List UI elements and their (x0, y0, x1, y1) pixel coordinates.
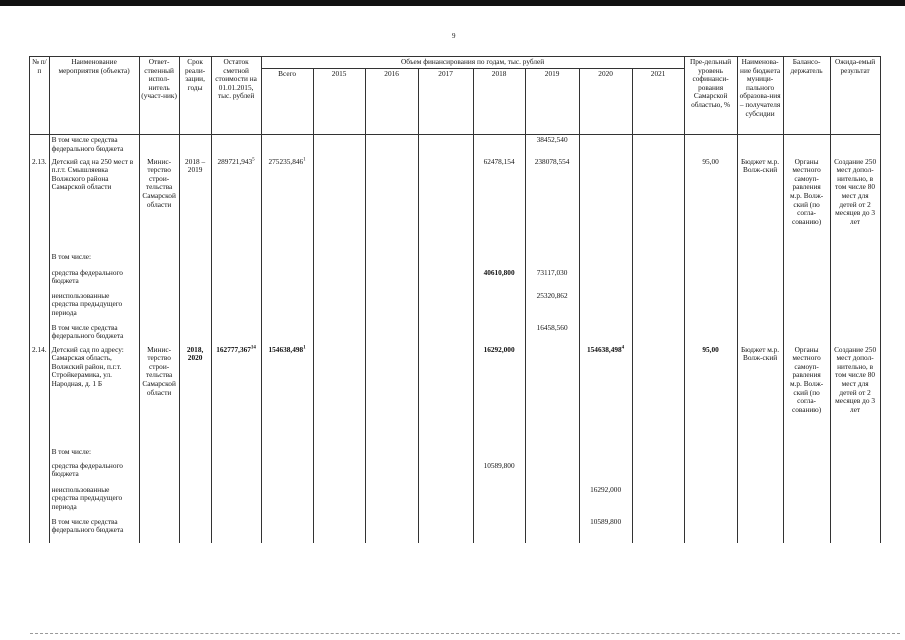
cell-2019: 238078,554 (525, 157, 579, 252)
row-responsible: Минис-терство строи-тельства Самарской области (139, 157, 179, 252)
row-name: В том числе: (49, 447, 139, 461)
row-name: В том числе средства федерального бюджета (49, 323, 139, 345)
table-row (30, 252, 881, 268)
row-total (261, 345, 313, 447)
header-holder: Балансо-держатель (783, 57, 830, 135)
row-rest (211, 157, 261, 252)
row-num: 2.14. (30, 345, 50, 447)
header-2019: 2019 (525, 69, 579, 135)
header-2020: 2020 (579, 69, 632, 135)
top-rule (0, 0, 905, 6)
row-name: неиспользованные средства предыдущего периода (49, 485, 139, 517)
row-name: Детский сад по адресу: Самарская область, Волжский район, п.г.т. Стройкерамика, ул. Народная, д. 1 Б (49, 345, 139, 447)
footnote-mark: 1 (303, 345, 306, 351)
row-name: неиспользованные средства предыдущего периода (49, 291, 139, 323)
cell-2018: 40610,800 (473, 268, 525, 291)
header-2021: 2021 (632, 69, 684, 135)
row-level: 95,00 (684, 345, 737, 447)
row-name: Детский сад на 250 мест в п.г.т. Смышляевка Волжского района Самарской области (49, 157, 139, 252)
header-2016: 2016 (365, 69, 418, 135)
row-level: 95,00 (684, 157, 737, 252)
cell-2020-value: 154638,498 (587, 344, 622, 354)
page-number: 9 (452, 32, 456, 40)
bottom-rule (30, 633, 900, 634)
header-name: Наименование мероприятия (объекта) (49, 57, 139, 135)
header-level: Пре-дельный уровень софинанси-рования Самарской областью, % (684, 57, 737, 135)
cell-2020 (579, 345, 632, 447)
row-term: 2018, 2020 (179, 345, 211, 447)
header-budget: Наименова-ние бюджета муници-пального образова-ния – получателя субсидии (737, 57, 783, 135)
table-row (30, 447, 881, 461)
header-term: Срок реали-зации, годы (179, 57, 211, 135)
cell-2020: 10589,800 (579, 517, 632, 543)
header-total: Всего (261, 69, 313, 135)
row-name: средства федерального бюджета (49, 461, 139, 485)
cell-2018: 62478,154 (473, 157, 525, 252)
table-row (30, 485, 881, 517)
footnote-mark: 1 (303, 157, 306, 163)
footnote-mark: 4 (621, 345, 625, 351)
header-volume: Объем финансирования по годам, тыс. рублей (261, 57, 684, 69)
header-responsible: Ответ-ственный испол-нитель (участ-ник) (139, 57, 179, 135)
table-row (30, 157, 881, 252)
row-result: Создание 250 мест допол-нительно, в том числе 80 мест для детей от 2 месяцев до 3 лет (830, 157, 880, 252)
table-row (30, 268, 881, 291)
cell-2019: 73117,030 (525, 268, 579, 291)
cell-2019: 16458,560 (525, 323, 579, 345)
footnote-mark: 5 (252, 157, 255, 163)
row-term: 2018 – 2019 (179, 157, 211, 252)
header-2015: 2015 (313, 69, 365, 135)
header-rest: Остаток сметной стоимости на 01.01.2015, тыс. рублей (211, 57, 261, 135)
row-responsible: Минис-терство строи-тельства Самарской области (139, 345, 179, 447)
row-total-value: 154638,498 (268, 344, 304, 354)
cell-2018: 10589,800 (473, 461, 525, 485)
header-num: № п/п (30, 57, 50, 135)
row-budget: Бюджет м.р. Волж-ский (737, 345, 783, 447)
table-row (30, 517, 881, 543)
row-name: В том числе средства федерального бюджета (49, 517, 139, 543)
row-total (261, 157, 313, 252)
footnote-mark: 14 (250, 345, 256, 351)
row-name: В том числе: (49, 252, 139, 268)
table-row (30, 461, 881, 485)
cell-2019: 38452,540 (525, 135, 579, 157)
row-name: В том числе средства федерального бюджета (49, 135, 139, 157)
header-result: Ожида-емый результат (830, 57, 880, 135)
row-total-value: 275235,846 (268, 156, 304, 166)
cell-2019: 25320,862 (525, 291, 579, 323)
row-rest-value: 162777,367 (216, 344, 251, 354)
table-row (30, 135, 881, 157)
table-row (30, 291, 881, 323)
table-row (30, 323, 881, 345)
header-2018: 2018 (473, 69, 525, 135)
row-num: 2.13. (30, 157, 50, 252)
row-holder: Органы местного самоуп-равления м.р. Волж-ский (по согла-сованию) (783, 157, 830, 252)
financing-table (29, 56, 881, 543)
header-2017: 2017 (418, 69, 473, 135)
row-rest (211, 345, 261, 447)
cell-2020: 16292,000 (579, 485, 632, 517)
cell-2018: 16292,000 (473, 345, 525, 447)
row-budget: Бюджет м.р. Волж-ский (737, 157, 783, 252)
row-result: Создание 250 мест допол-нительно, в том числе 80 мест для детей от 2 месяцев до 3 лет (830, 345, 880, 447)
row-rest-value: 289721,943 (217, 156, 253, 166)
row-name: средства федерального бюджета (49, 268, 139, 291)
row-holder: Органы местного самоуп-равления м.р. Волж-ский (по согла-сованию) (783, 345, 830, 447)
table-row (30, 345, 881, 447)
